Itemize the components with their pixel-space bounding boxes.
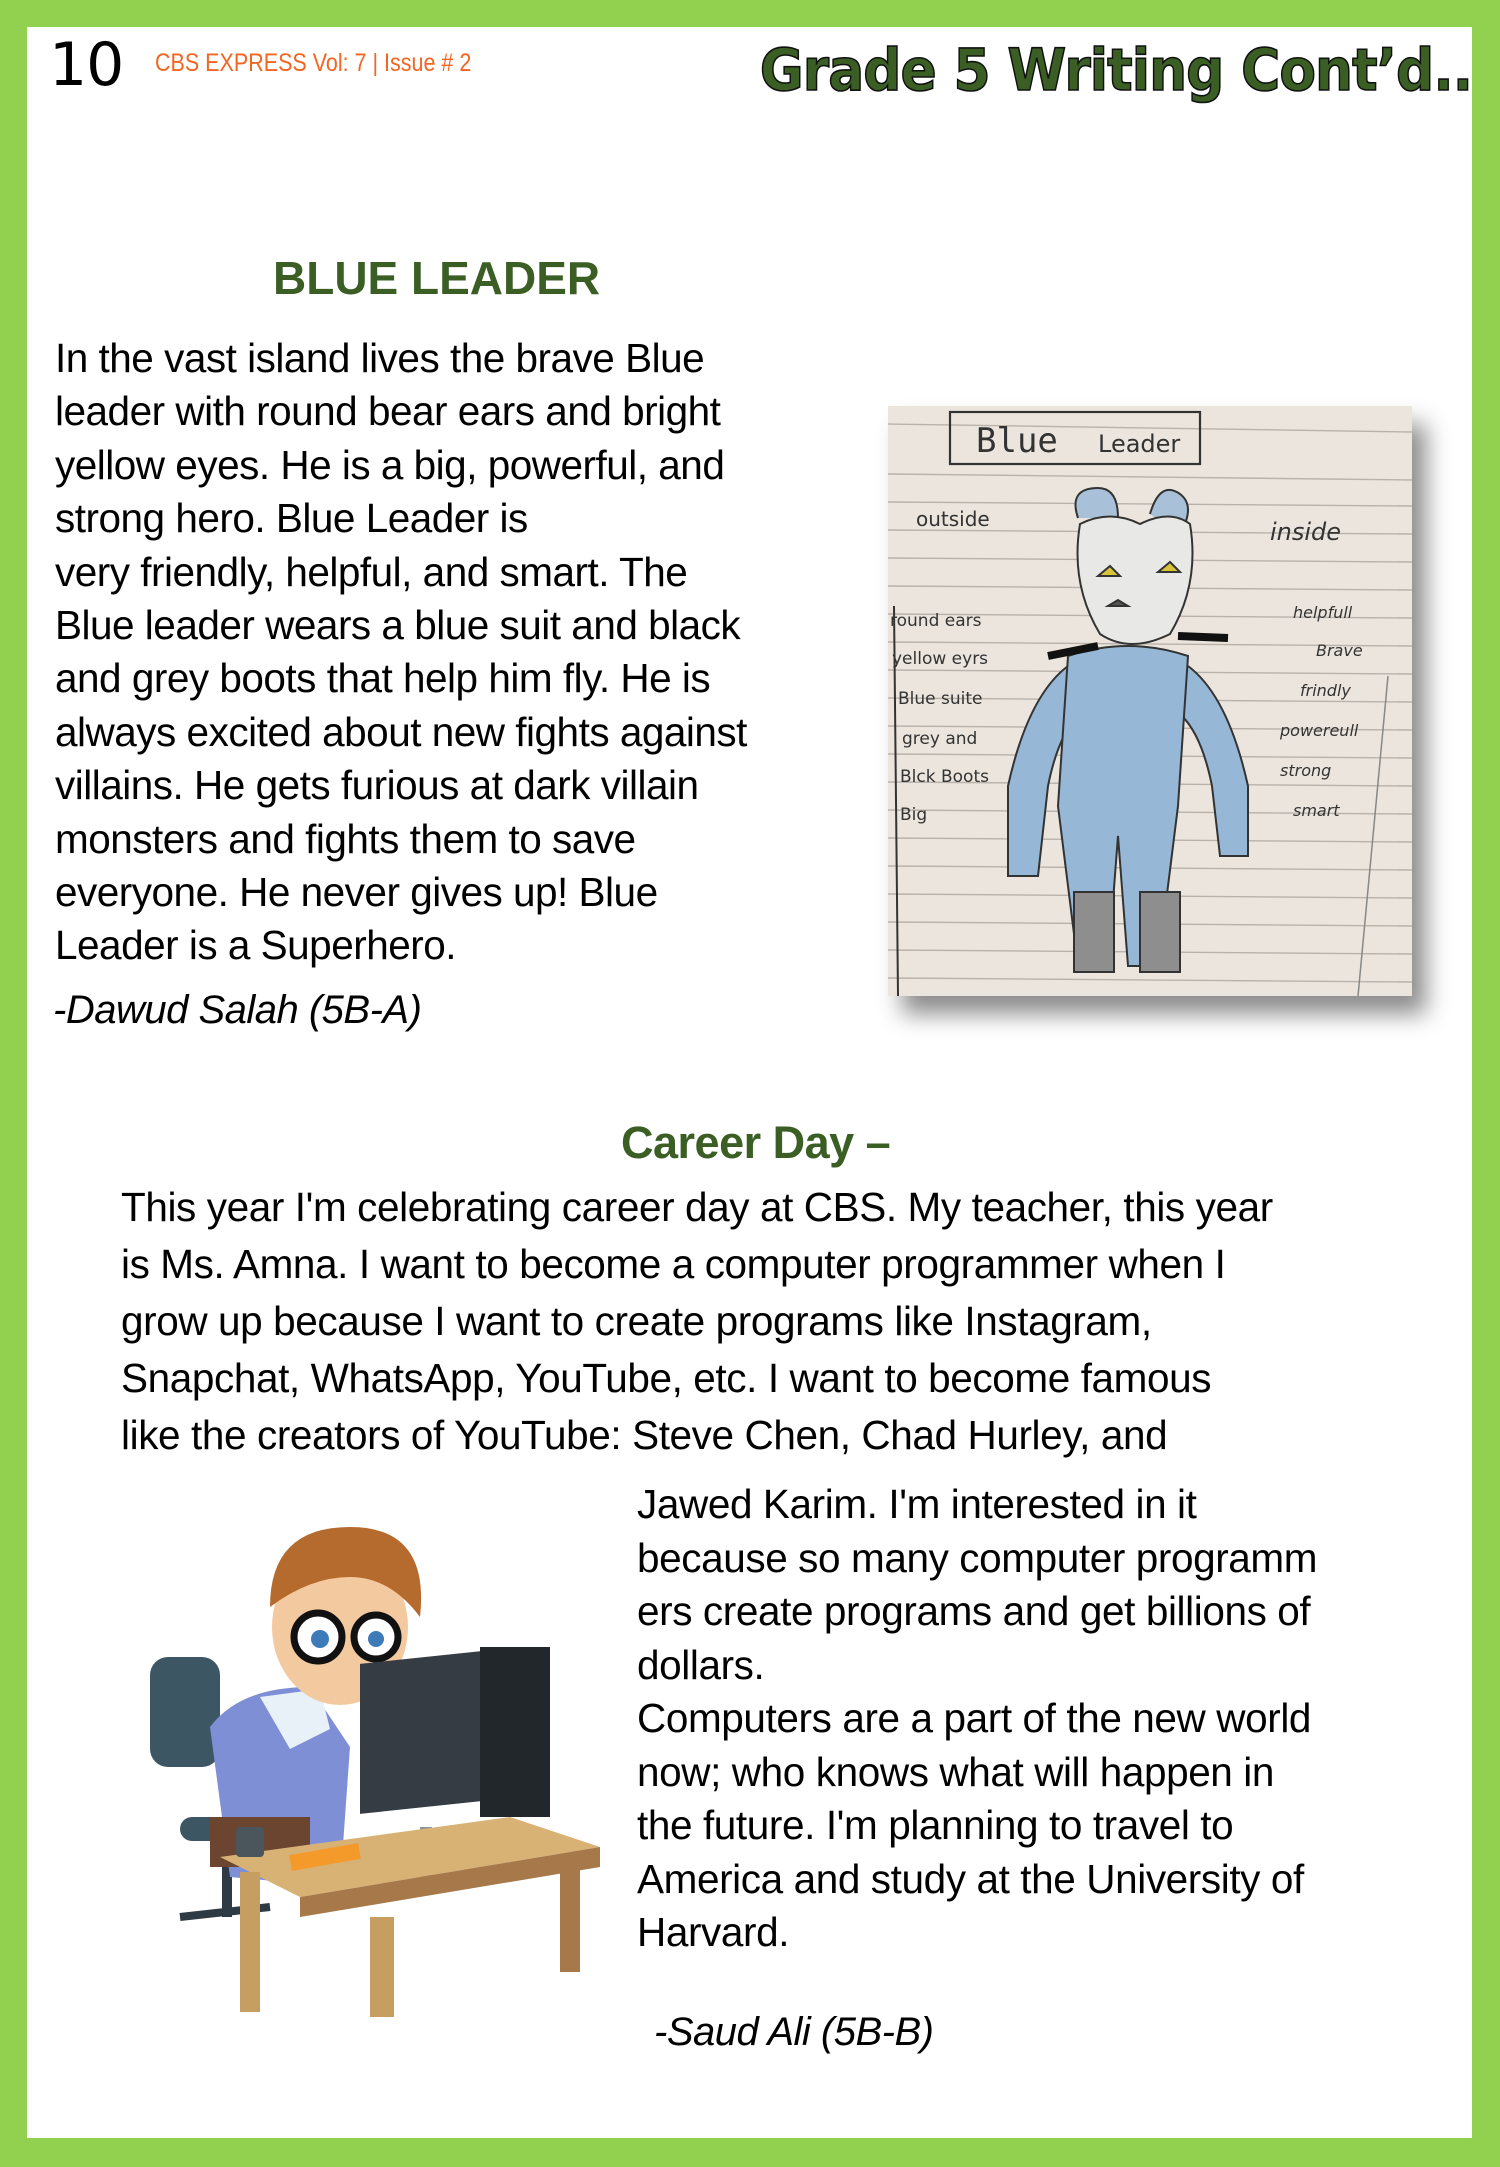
story-line: because so many computer programm [637,1534,1318,1581]
story-line: very friendly, helpful, and smart. The [55,548,688,595]
story-line: everyone. He never gives up! Blue [55,869,658,916]
story-line: like the creators of YouTube: Steve Chen, Chad Hurley, and [121,1412,1168,1458]
story-line: This year I'm celebrating career day at CBS. My teacher, this year [121,1184,1273,1230]
story-line: is Ms. Amna. I want to become a computer programmer when I [121,1241,1226,1287]
page-number: 10 [49,30,124,100]
svg-text:frindly: frindly [1300,681,1351,700]
story-line: America and study at the University of [637,1855,1304,1902]
svg-text:round ears: round ears [890,611,982,631]
story-line: ers create programs and get billions of [637,1588,1311,1634]
page-heading: Grade 5 Writing Cont’d.. [759,36,1472,104]
story-line: Blue leader wears a blue suit and black [55,602,741,649]
blue-leader-author: -Dawud Salah (5B-A) [53,988,422,1032]
blue-leader-title: BLUE LEADER [273,252,601,304]
svg-text:grey and: grey and [902,729,978,749]
career-day-author: -Saud Ali (5B-B) [654,2010,934,2054]
svg-text:Brave: Brave [1316,641,1363,660]
svg-text:Blue suite: Blue suite [898,689,983,709]
story-line: and grey boots that help him fly. He is [55,655,711,702]
story-line: yellow eyes. He is a big, powerful, and [55,441,725,488]
story-line: now; who knows what will happen in [637,1748,1275,1795]
career-day-story-top [121,1179,1461,1464]
story-line: dollars. [637,1641,765,1688]
story-line: the future. I'm planning to travel to [637,1802,1234,1848]
story-line: In the vast island lives the brave Blue [55,335,705,381]
blue-leader-story [55,332,885,973]
career-day-title: Career Day – [621,1117,891,1168]
svg-text:Big: Big [900,805,928,825]
story-line: villains. He gets furious at dark villain [55,762,699,809]
svg-text:inside: inside [1270,518,1342,546]
story-line: Snapchat, WhatsApp, YouTube, etc. I want to become famous [121,1355,1212,1401]
svg-text:smart: smart [1293,801,1340,820]
story-line: strong hero. Blue Leader is [55,495,528,542]
story-line: Leader is a Superhero. [55,922,457,969]
svg-text:outside: outside [916,507,990,531]
issue-label: CBS EXPRESS Vol: 7 | Issue # 2 [155,49,472,77]
story-line: grow up because I want to create programs like Instagram, [121,1298,1152,1344]
programmer-illustration [140,1517,600,2017]
newsletter-page [27,27,1472,2138]
svg-text:helpfull: helpfull [1293,603,1353,622]
svg-text:strong: strong [1280,761,1332,780]
story-line: Jawed Karim. I'm interested in it [637,1481,1197,1527]
story-line: leader with round bear ears and bright [55,388,721,435]
blue-leader-drawing [888,406,1412,996]
story-line: Harvard. [637,1909,790,1955]
story-line: always excited about new fights against [55,708,747,755]
svg-text:powereull: powereull [1280,721,1359,740]
story-line: Computers are a part of the new world [637,1695,1312,1741]
svg-text:yellow eyrs: yellow eyrs [892,649,989,669]
svg-text:Blck Boots: Blck Boots [900,767,989,787]
career-day-story-right [637,1478,1437,1960]
svg-text:Leader: Leader [1098,430,1181,458]
svg-text:Blue: Blue [976,421,1058,461]
story-line: monsters and fights them to save [55,815,636,862]
